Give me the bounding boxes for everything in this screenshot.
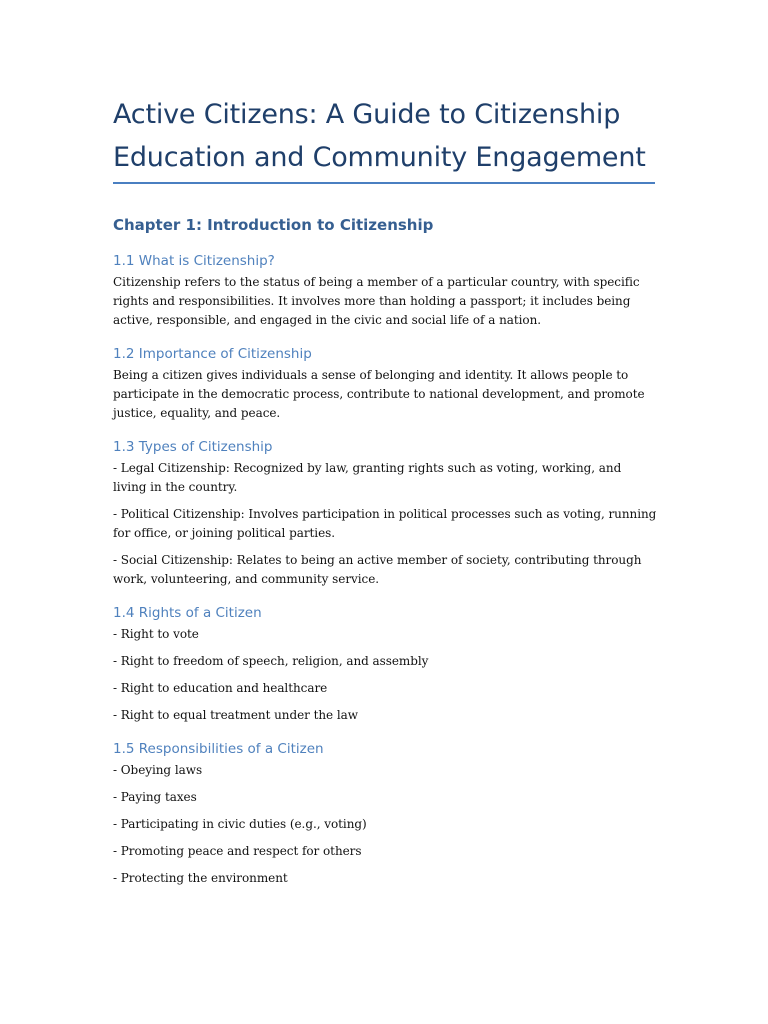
list-item: - Promoting peace and respect for others [113, 844, 362, 858]
title-line-1: Active Citizens: A Guide to Citizenship [113, 99, 621, 130]
section-rights-of-a-citizen [113, 603, 658, 725]
list-item: - Right to freedom of speech, religion, and assembly [113, 654, 429, 668]
document-content [113, 93, 658, 888]
list-item: - Social Citizenship: Relates to being an active member of society, contributing through work, volunteering, and community service. [113, 553, 642, 586]
list-item: - Right to education and healthcare [113, 681, 328, 695]
list-item: - Legal Citizenship: Recognized by law, granting rights such as voting, working, and living in the country. [113, 461, 622, 494]
section-what-is-citizenship [113, 251, 658, 330]
list-item: - Participating in civic duties (e.g., voting) [113, 817, 367, 831]
section-responsibilities-of-a-citizen [113, 739, 658, 888]
list-item: - Right to equal treatment under the law [113, 708, 358, 722]
list-item: - Obeying laws [113, 763, 203, 777]
section-heading: 1.4 Rights of a Citizen [113, 605, 262, 621]
title-line-2: Education and Community Engagement [113, 142, 646, 173]
section-importance-of-citizenship [113, 344, 658, 423]
list-item: - Right to vote [113, 627, 199, 641]
list-item: - Paying taxes [113, 790, 197, 804]
section-heading: 1.2 Importance of Citizenship [113, 346, 312, 362]
title-underline [113, 182, 655, 184]
section-types-of-citizenship [113, 437, 658, 589]
list-item: - Protecting the environment [113, 871, 288, 885]
section-paragraph: Citizenship refers to the status of being a member of a particular country, with specific rights and responsibilities. It involves more than holding a passport; it includes being active, responsible, and engaged in the civic and social life of a nation. [113, 275, 640, 327]
chapter-title: Chapter 1: Introduction to Citizenship [113, 216, 434, 234]
section-paragraph: Being a citizen gives individuals a sense of belonging and identity. It allows people to participate in the democratic process, contribute to national development, and promote justice, equality, and peace. [113, 368, 645, 420]
section-heading: 1.3 Types of Citizenship [113, 439, 273, 455]
document-title [113, 93, 658, 179]
section-heading: 1.5 Responsibilities of a Citizen [113, 741, 324, 757]
section-heading: 1.1 What is Citizenship? [113, 253, 275, 269]
list-item: - Political Citizenship: Involves participation in political processes such as voting, running for office, or joining political parties. [113, 507, 657, 540]
